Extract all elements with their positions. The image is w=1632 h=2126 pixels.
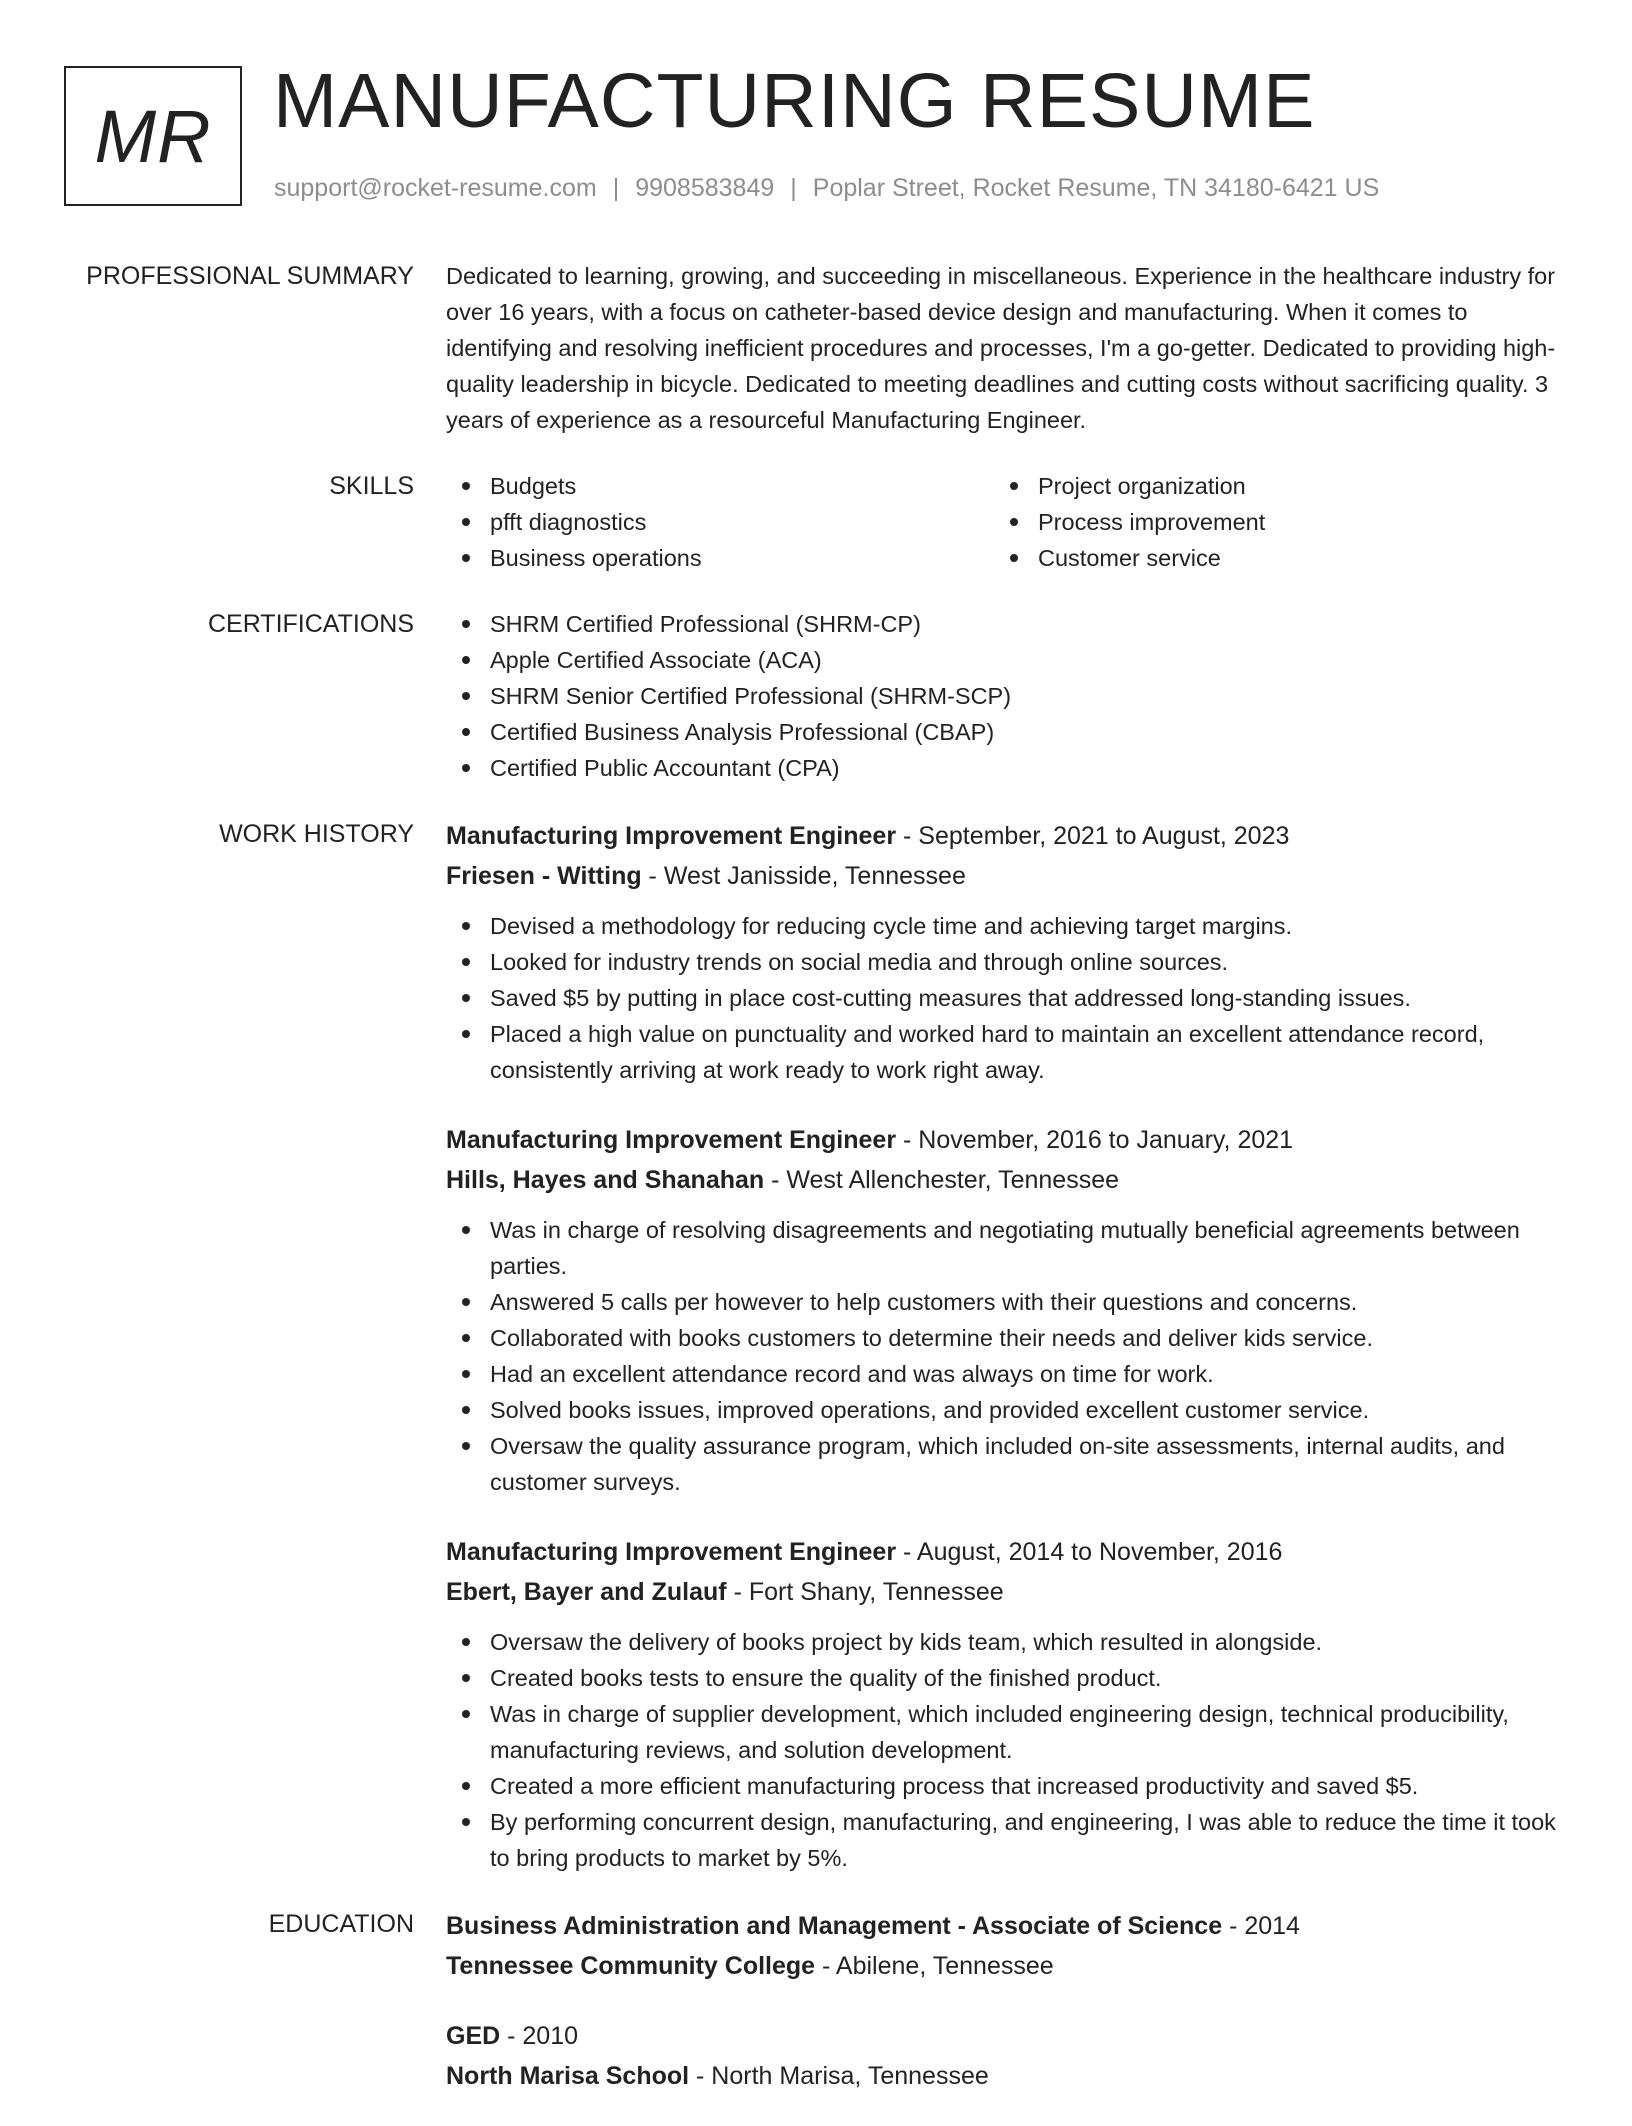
- job-dates: - November, 2016 to January, 2021: [896, 1126, 1294, 1154]
- job-location: - West Janisside, Tennessee: [641, 862, 966, 890]
- skill-item: pfft diagnostics: [446, 504, 994, 540]
- skills-column-left: [446, 468, 994, 576]
- job-dates: - August, 2014 to November, 2016: [896, 1538, 1283, 1566]
- job-entry: [446, 1532, 1558, 1876]
- monogram-badge: MR: [64, 66, 242, 206]
- job-location: - Fort Shany, Tennessee: [726, 1578, 1004, 1606]
- resume-content: [0, 258, 1632, 2126]
- job-entry: [446, 816, 1558, 1088]
- certification-item: Certified Public Accountant (CPA): [446, 750, 1558, 786]
- job-entry: [446, 1120, 1558, 1500]
- education-degree-line: [446, 2016, 1558, 2056]
- skill-item: Business operations: [446, 540, 994, 576]
- contact-email: support@rocket-resume.com: [274, 174, 597, 202]
- section-body: [446, 258, 1558, 438]
- certification-list: [446, 606, 1558, 786]
- contact-line: [274, 174, 1379, 203]
- education-entry: [446, 2016, 1558, 2096]
- skill-item: Project organization: [994, 468, 1542, 504]
- job-bullet: Oversaw the quality assurance program, which included on-site assessments, internal audits, and customer surveys.: [446, 1428, 1558, 1500]
- education-school: Tennessee Community College: [446, 1952, 816, 1980]
- job-bullet: Looked for industry trends on social media and through online sources.: [446, 944, 1558, 980]
- job-company: Hills, Hayes and Shanahan: [446, 1166, 765, 1194]
- skills-grid: [446, 468, 1558, 576]
- job-company: Ebert, Bayer and Zulauf: [446, 1578, 727, 1606]
- education-school-line: [446, 2056, 1558, 2096]
- job-bullet: Created a more efficient manufacturing process that increased productivity and saved $5.: [446, 1768, 1558, 1804]
- job-bullet: Had an excellent attendance record and was always on time for work.: [446, 1356, 1558, 1392]
- job-bullet: Saved $5 by putting in place cost-cutting measures that addressed long-standing issues.: [446, 980, 1558, 1016]
- work-history-section: [0, 816, 1632, 1876]
- summary-text: Dedicated to learning, growing, and succeeding in miscellaneous. Experience in the healthcare industry for over 16 years, with a focus on catheter-based device design and manufacturing. When it comes to identifying and resolving inefficient procedures and processes, I'm a go-getter. Dedicated to providing high-quality leadership in bicycle. Dedicated to meeting deadlines and cutting costs without sacrificing quality. 3 years of experience as a resourceful Manufacturing Engineer.: [446, 263, 1556, 433]
- job-bullet: By performing concurrent design, manufacturing, and engineering, I was able to reduce the time it took to bring products to market by 5%.: [446, 1804, 1558, 1876]
- job-bullet-list: [446, 1212, 1558, 1500]
- education-degree: Business Administration and Management - Associate of Science: [446, 1912, 1223, 1940]
- education-year: - 2010: [500, 2022, 579, 2050]
- job-company-line: [446, 1572, 1558, 1612]
- job-location: - West Allenchester, Tennessee: [764, 1166, 1120, 1194]
- education-location: - Abilene, Tennessee: [815, 1952, 1054, 1980]
- summary-section: [0, 258, 1632, 438]
- skill-item: Budgets: [446, 468, 994, 504]
- skill-item: Process improvement: [994, 504, 1542, 540]
- job-bullet: Created books tests to ensure the quality of the finished product.: [446, 1660, 1558, 1696]
- certification-item: Apple Certified Associate (ACA): [446, 642, 1558, 678]
- certifications-section: [0, 606, 1632, 786]
- job-bullet: Devised a methodology for reducing cycle time and achieving target margins.: [446, 908, 1558, 944]
- contact-separator: |: [790, 174, 797, 202]
- job-dates: - September, 2021 to August, 2023: [896, 822, 1290, 850]
- education-year: - 2014: [1222, 1912, 1300, 1940]
- section-label: PROFESSIONAL SUMMARY: [86, 262, 414, 290]
- education-degree-line: [446, 1906, 1558, 1946]
- job-bullet-list: [446, 908, 1558, 1088]
- job-bullet: Answered 5 calls per however to help customers with their questions and concerns.: [446, 1284, 1558, 1320]
- job-company: Friesen - Witting: [446, 862, 642, 890]
- section-body: [446, 816, 1558, 1876]
- section-body: [446, 606, 1558, 786]
- education-degree: GED: [446, 2022, 501, 2050]
- skills-column-right: [994, 468, 1542, 576]
- skills-section: [0, 468, 1632, 576]
- job-bullet: Was in charge of supplier development, which included engineering design, technical producibility, manufacturing reviews, and solution development.: [446, 1696, 1558, 1768]
- job-title-line: [446, 1532, 1558, 1572]
- education-location: - North Marisa, Tennessee: [689, 2062, 989, 2090]
- contact-address: Poplar Street, Rocket Resume, TN 34180-6421 US: [812, 174, 1380, 202]
- job-bullet: Collaborated with books customers to determine their needs and deliver kids service.: [446, 1320, 1558, 1356]
- certification-item: Certified Business Analysis Professional (CBAP): [446, 714, 1558, 750]
- job-title: Manufacturing Improvement Engineer: [446, 1538, 897, 1566]
- section-label: SKILLS: [329, 472, 414, 500]
- job-title-line: [446, 1120, 1558, 1160]
- job-company-line: [446, 856, 1558, 896]
- resume-title: MANUFACTURING RESUME: [273, 58, 1316, 144]
- certification-item: SHRM Certified Professional (SHRM-CP): [446, 606, 1558, 642]
- skill-item: Customer service: [994, 540, 1542, 576]
- section-label: WORK HISTORY: [219, 820, 414, 848]
- section-label: EDUCATION: [268, 1910, 414, 1938]
- job-title: Manufacturing Improvement Engineer: [446, 822, 897, 850]
- contact-phone: 9908583849: [635, 174, 775, 202]
- contact-separator: |: [612, 174, 620, 202]
- job-bullet: Solved books issues, improved operations, and provided excellent customer service.: [446, 1392, 1558, 1428]
- job-title-line: [446, 816, 1558, 856]
- education-school: North Marisa School: [446, 2062, 690, 2090]
- education-section: [0, 1906, 1632, 2096]
- section-label: CERTIFICATIONS: [207, 610, 414, 638]
- job-title: Manufacturing Improvement Engineer: [446, 1126, 897, 1154]
- education-school-line: [446, 1946, 1558, 1986]
- job-bullet: Placed a high value on punctuality and worked hard to maintain an excellent attendance record, consistently arriving at work ready to work right away.: [446, 1016, 1558, 1088]
- section-body: [446, 1906, 1558, 2096]
- job-bullet: Was in charge of resolving disagreements and negotiating mutually beneficial agreements between parties.: [446, 1212, 1558, 1284]
- certification-item: SHRM Senior Certified Professional (SHRM-SCP): [446, 678, 1558, 714]
- job-bullet: Oversaw the delivery of books project by kids team, which resulted in alongside.: [446, 1624, 1558, 1660]
- job-bullet-list: [446, 1624, 1558, 1876]
- job-company-line: [446, 1160, 1558, 1200]
- section-body: [446, 468, 1558, 576]
- education-entry: [446, 1906, 1558, 1986]
